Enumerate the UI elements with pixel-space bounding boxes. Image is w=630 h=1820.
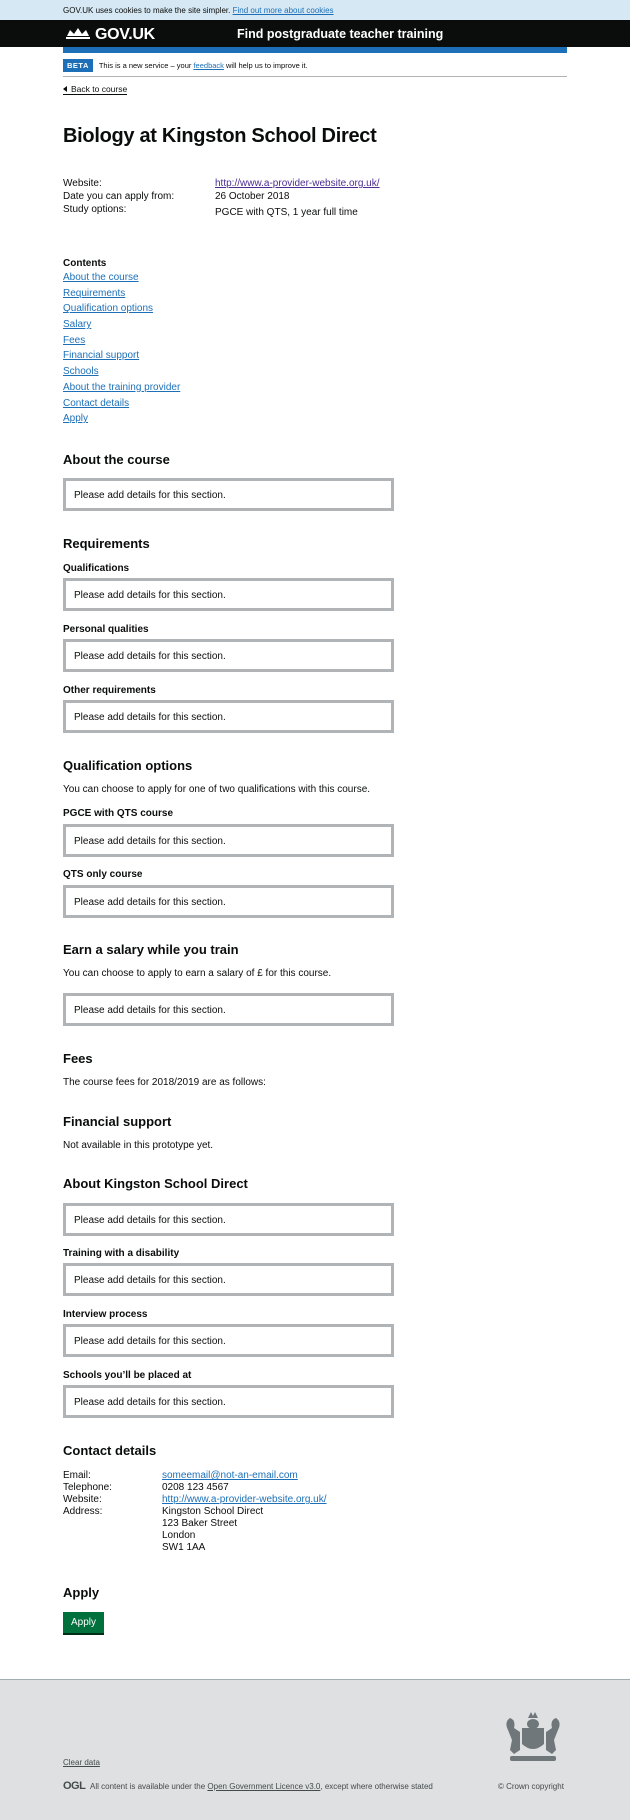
address-line: London [162,1530,196,1541]
apply-button[interactable]: Apply [63,1612,104,1633]
about-heading: About the course [63,452,170,467]
header [0,20,630,47]
summary-key: Study options: [63,204,127,215]
financial-intro: Not available in this prototype yet. [63,1140,214,1151]
schools-placeholder: Please add details for this section. [63,1385,394,1418]
clear-data-link[interactable]: Clear data [63,1758,100,1767]
back-link[interactable]: Back to course [63,84,127,95]
phase-banner [63,59,567,77]
cookie-link[interactable]: Find out more about cookies [232,6,334,15]
email-label: Email: [63,1470,91,1481]
telephone-value: 0208 123 4567 [162,1482,229,1493]
contact-heading: Contact details [63,1443,157,1458]
contents-link[interactable]: Fees [63,334,86,346]
summary-value: 26 October 2018 [215,191,290,202]
govuk-logo[interactable]: GOV.UK [95,26,155,43]
interview-placeholder: Please add details for this section. [63,1324,394,1357]
website-label: Website: [63,1494,102,1505]
contents-link[interactable]: Schools [63,366,99,378]
licence-before: All content is available under the [90,1782,206,1791]
qualifications-heading: Qualifications [63,563,130,574]
provider-heading: About Kingston School Direct [63,1176,248,1191]
fees-intro: The course fees for 2018/2019 are as follows: [63,1077,266,1088]
contents-list [63,258,180,428]
apply-heading: Apply [63,1585,100,1600]
disability-heading: Training with a disability [63,1248,180,1259]
footer [0,1679,630,1820]
crown-copyright: © Crown copyright [498,1782,564,1791]
provider-placeholder: Please add details for this section. [63,1203,394,1236]
crown-icon [63,27,93,41]
personal-qualities-placeholder: Please add details for this section. [63,639,394,672]
salary-placeholder: Please add details for this section. [63,993,394,1026]
cookie-text: GOV.UK uses cookies to make the site simpler. [63,6,231,15]
contents-link[interactable]: Financial support [63,350,140,362]
beta-tag: BETA [63,59,93,72]
phase-text-before: This is a new service – your [98,61,192,70]
contents-link[interactable]: Requirements [63,287,126,299]
requirements-heading: Requirements [63,536,150,551]
address-label: Address: [63,1506,103,1517]
feedback-link[interactable]: feedback [193,61,224,70]
fees-heading: Fees [63,1051,93,1066]
interview-heading: Interview process [63,1309,148,1320]
qualifications-placeholder: Please add details for this section. [63,578,394,611]
qualification-options-intro: You can choose to apply for one of two qualifications with this course. [63,784,371,795]
financial-heading: Financial support [63,1114,172,1129]
page-title: Biology at Kingston School Direct [63,125,377,147]
personal-qualities-heading: Personal qualities [63,624,149,635]
qualification-options-heading: Qualification options [63,758,193,773]
about-placeholder: Please add details for this section. [63,478,394,511]
licence-text [90,1782,433,1791]
licence-after: , except where otherwise stated [320,1782,433,1791]
address-line: SW1 1AA [162,1542,206,1553]
email-link[interactable]: someemail@not-an-email.com [162,1470,298,1481]
header-blue-bar [63,47,567,53]
qts-placeholder: Please add details for this section. [63,885,394,918]
contents-link[interactable]: Salary [63,319,92,331]
ogl-logo: OGL [63,1780,86,1792]
summary-key: Website: [63,178,102,189]
telephone-label: Telephone: [63,1482,112,1493]
contents-link[interactable]: About the training provider [63,381,181,393]
address-line: Kingston School Direct [162,1506,264,1517]
pgce-heading: PGCE with QTS course [63,808,174,819]
service-name[interactable]: Find postgraduate teacher training [237,27,444,41]
pgce-placeholder: Please add details for this section. [63,824,394,857]
contents-link[interactable]: Qualification options [63,303,154,315]
website-link[interactable]: http://www.a-provider-website.org.uk/ [162,1494,327,1505]
schools-heading: Schools you’ll be placed at [63,1370,192,1381]
disability-placeholder: Please add details for this section. [63,1263,394,1296]
licence-link[interactable]: Open Government Licence v3.0 [207,1782,321,1791]
contents-link[interactable]: About the course [63,272,139,283]
contents-link[interactable]: Contact details [63,397,130,409]
qts-heading: QTS only course [63,869,143,880]
summary-value: PGCE with QTS, 1 year full time [215,207,358,218]
salary-heading: Earn a salary while you train [63,942,239,957]
contents-link[interactable]: Apply [63,413,89,425]
other-requirements-placeholder: Please add details for this section. [63,700,394,733]
royal-arms-crest-icon [500,1710,566,1766]
other-requirements-heading: Other requirements [63,685,156,696]
salary-intro: You can choose to apply to earn a salary of £ for this course. [63,968,332,979]
cookie-banner [0,0,630,20]
address-line: 123 Baker Street [162,1518,238,1529]
summary-website-link[interactable]: http://www.a-provider-website.org.uk/ [215,178,380,189]
phase-text-after: will help us to improve it. [226,61,308,70]
contents-title: Contents [63,258,107,269]
summary-key: Date you can apply from: [63,191,175,202]
